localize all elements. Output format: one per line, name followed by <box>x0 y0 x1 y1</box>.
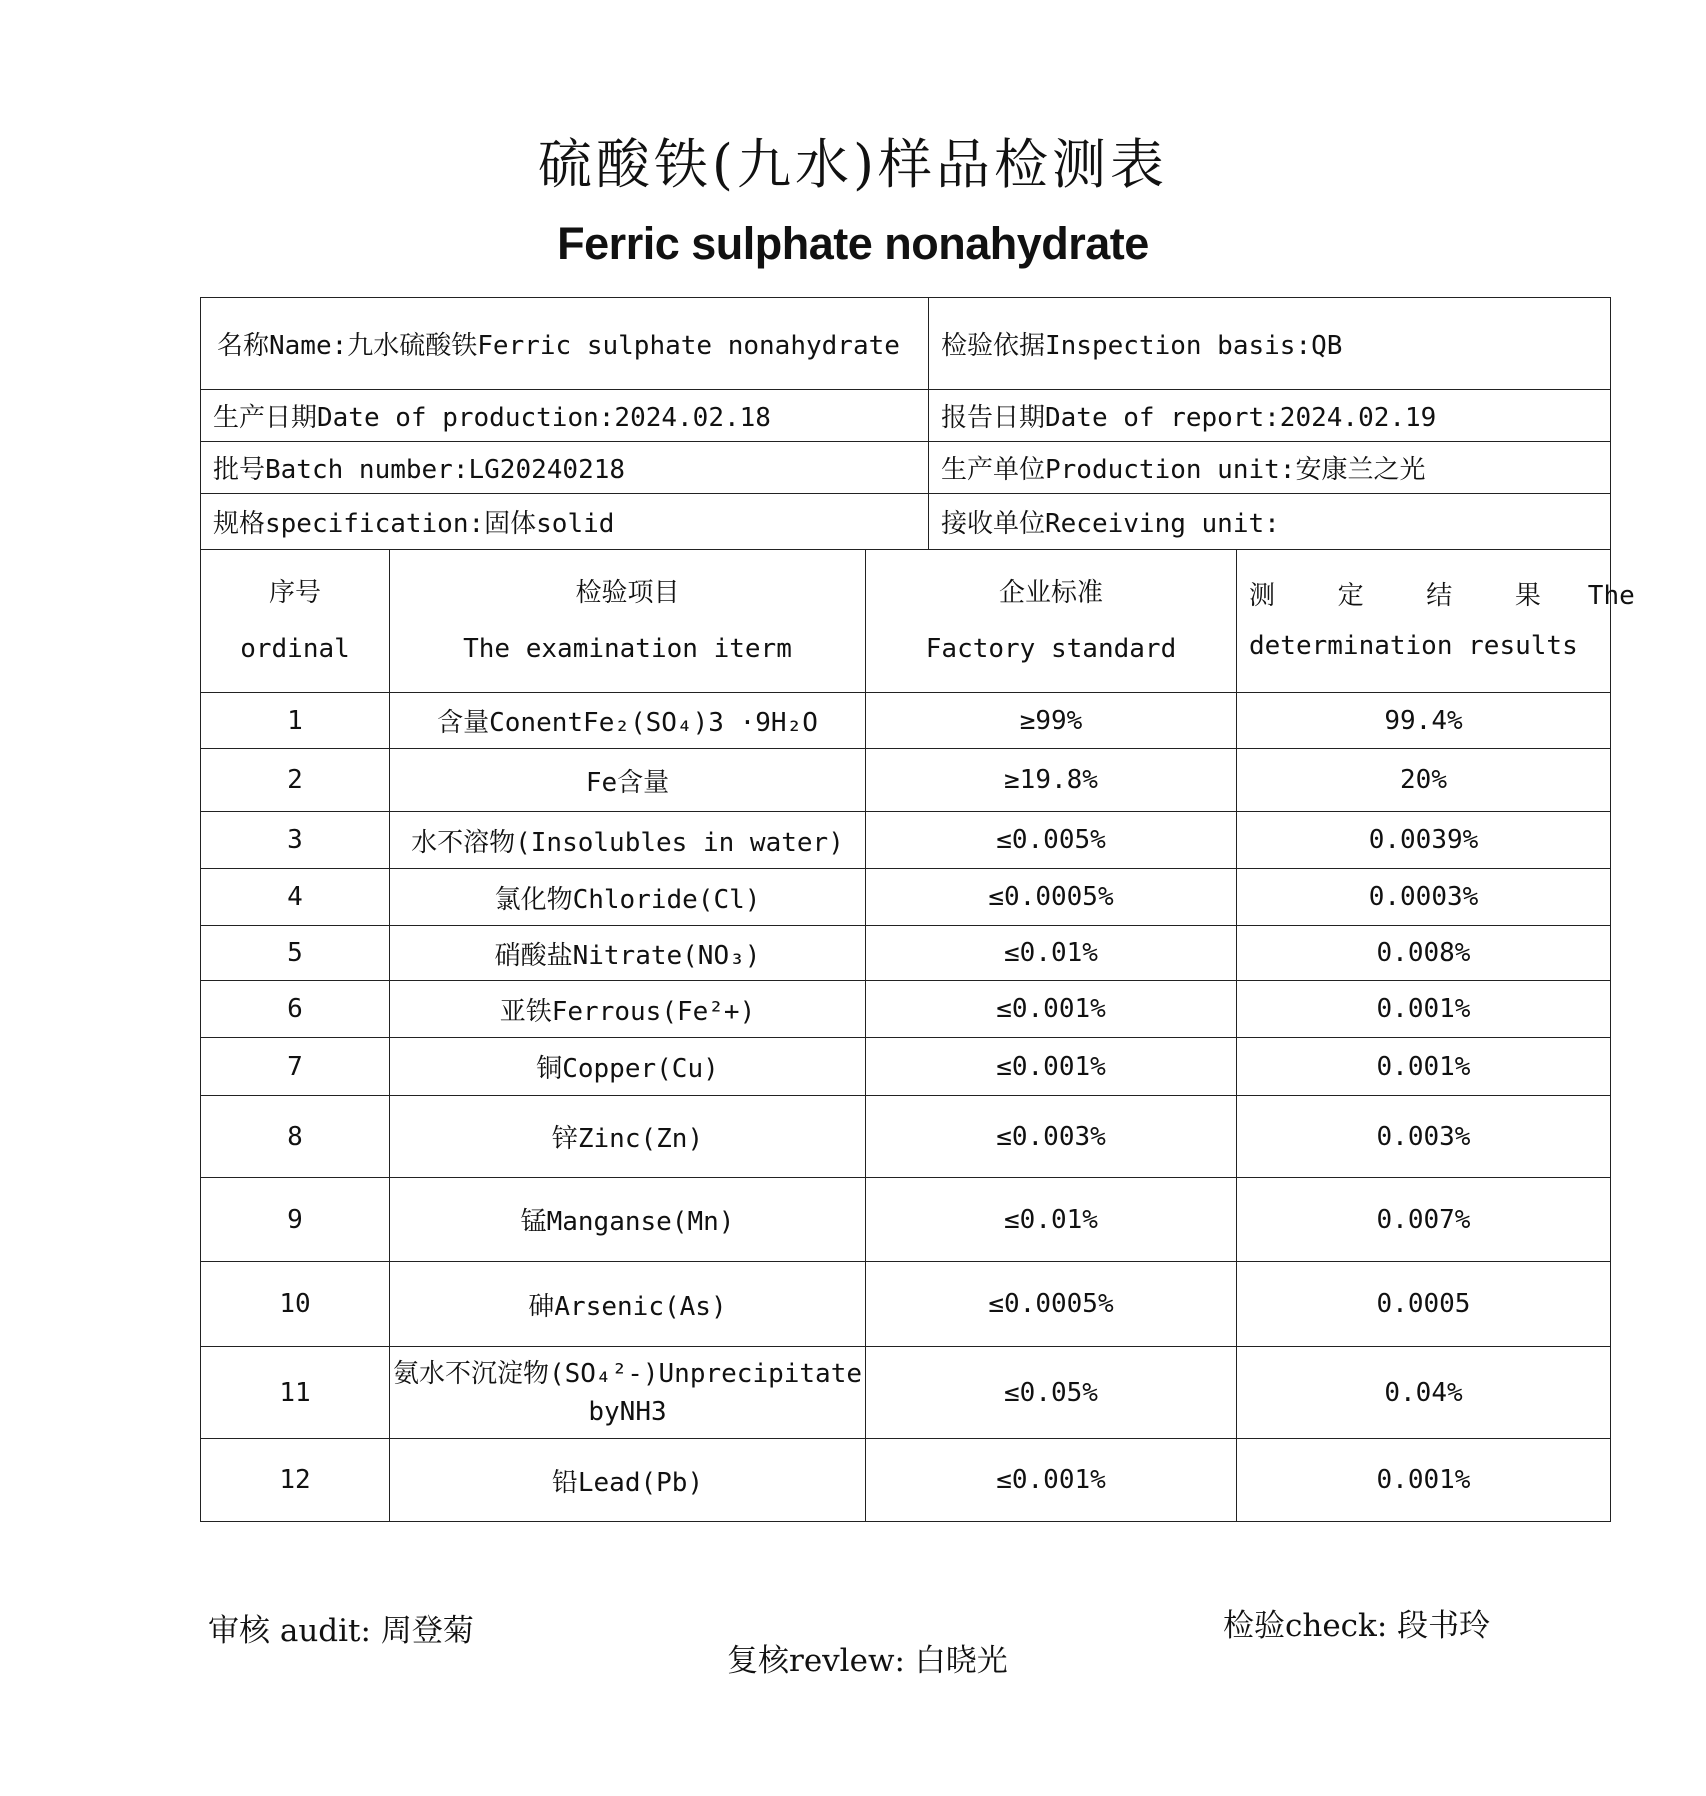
row-result: 0.001% <box>1237 1439 1611 1522</box>
review-signature: 复核revlew: 白晓光 <box>727 1643 1008 1679</box>
table-row <box>201 749 1611 812</box>
row-result: 99.4% <box>1237 693 1611 749</box>
table-row <box>201 693 1611 749</box>
row-standard: ≥99% <box>866 693 1237 749</box>
row-standard: ≤0.001% <box>866 981 1237 1038</box>
report-date-field: 报告日期Date of report:2024.02.19 <box>929 390 1611 442</box>
row-ordinal: 7 <box>201 1038 390 1096</box>
production-unit-field: 生产单位Production unit:安康兰之光 <box>929 442 1611 494</box>
row-ordinal: 11 <box>201 1347 390 1439</box>
row-result: 0.0039% <box>1237 812 1611 869</box>
row-item: 亚铁Ferrous(Fe²+) <box>390 981 866 1038</box>
row-ordinal: 1 <box>201 693 390 749</box>
row-ordinal: 3 <box>201 812 390 869</box>
table-header-row <box>201 550 1611 693</box>
row-standard: ≤0.0005% <box>866 1262 1237 1347</box>
row-item: 砷Arsenic(As) <box>390 1262 866 1347</box>
result-header <box>1237 550 1635 693</box>
row-result: 0.04% <box>1237 1347 1611 1439</box>
page-title: 硫酸铁(九水)样品检测表 <box>537 133 1169 196</box>
row-ordinal: 12 <box>201 1439 390 1522</box>
row-item: 氨水不沉淀物(SO₄²-)Unprecipitate byNH3 <box>390 1347 866 1439</box>
page-subtitle: Ferric sulphate nonahydrate <box>557 218 1149 269</box>
row-ordinal: 2 <box>201 749 390 812</box>
row-item: 水不溶物(Insolubles in water) <box>390 812 866 869</box>
result-header-line1: 测 定 结 果 The <box>1249 581 1635 611</box>
row-ordinal: 10 <box>201 1262 390 1347</box>
table-row <box>201 1262 1611 1347</box>
row-standard: ≤0.005% <box>866 812 1237 869</box>
item-header-cn: 检验项目 <box>575 578 680 608</box>
table-row <box>201 926 1611 981</box>
row-ordinal: 6 <box>201 981 390 1038</box>
item-header <box>390 550 866 693</box>
row-item: 氯化物Chloride(Cl) <box>390 869 866 926</box>
row-result: 0.0003% <box>1237 869 1611 926</box>
row-result: 0.001% <box>1237 981 1611 1038</box>
results-table <box>200 549 1635 1522</box>
row-result: 0.0005 <box>1237 1262 1611 1347</box>
ordinal-header-cn: 序号 <box>268 578 321 608</box>
row-item: 铜Copper(Cu) <box>390 1038 866 1096</box>
table-row <box>201 869 1611 926</box>
row-result: 0.008% <box>1237 926 1611 981</box>
check-signature: 检验check: 段书玲 <box>1223 1608 1491 1644</box>
audit-signature: 审核 audit: 周登菊 <box>208 1613 474 1649</box>
row-ordinal: 8 <box>201 1096 390 1178</box>
name-field: 名称Name:九水硫酸铁Ferric sulphate nonahydrate <box>201 298 929 390</box>
row-standard: ≤0.01% <box>866 1178 1237 1262</box>
production-date-field: 生产日期Date of production:2024.02.18 <box>201 390 929 442</box>
table-row <box>201 1439 1611 1522</box>
table-row <box>201 1347 1611 1439</box>
row-result: 0.001% <box>1237 1038 1611 1096</box>
row-result: 0.003% <box>1237 1096 1611 1178</box>
row-item: 锌Zinc(Zn) <box>390 1096 866 1178</box>
table-row <box>201 812 1611 869</box>
item-header-en: The examination iterm <box>463 634 792 664</box>
result-header-line2: determination results <box>1249 631 1578 661</box>
row-standard: ≤0.001% <box>866 1439 1237 1522</box>
row-standard: ≤0.01% <box>866 926 1237 981</box>
standard-header-cn: 企业标准 <box>998 578 1103 608</box>
ordinal-header <box>201 550 390 693</box>
row-item: 铅Lead(Pb) <box>390 1439 866 1522</box>
row-item: 硝酸盐Nitrate(NO₃) <box>390 926 866 981</box>
info-table <box>200 297 1611 550</box>
table-row <box>201 981 1611 1038</box>
specification-field: 规格specification:固体solid <box>201 494 929 550</box>
ordinal-header-en: ordinal <box>240 634 350 664</box>
table-row <box>201 1178 1611 1262</box>
row-item: Fe含量 <box>390 749 866 812</box>
row-ordinal: 4 <box>201 869 390 926</box>
row-ordinal: 9 <box>201 1178 390 1262</box>
row-result: 20% <box>1237 749 1611 812</box>
receiving-unit-field: 接收单位Receiving unit: <box>929 494 1611 550</box>
standard-header <box>866 550 1237 693</box>
row-standard: ≤0.0005% <box>866 869 1237 926</box>
row-result: 0.007% <box>1237 1178 1611 1262</box>
row-standard: ≤0.003% <box>866 1096 1237 1178</box>
table-row <box>201 1096 1611 1178</box>
standard-header-en: Factory standard <box>925 634 1177 664</box>
row-item: 含量ConentFe₂(SO₄)3 ·9H₂O <box>390 693 866 749</box>
batch-number-field: 批号Batch number:LG20240218 <box>201 442 929 494</box>
row-standard: ≥19.8% <box>866 749 1237 812</box>
row-standard: ≤0.05% <box>866 1347 1237 1439</box>
row-item: 锰Manganse(Mn) <box>390 1178 866 1262</box>
inspection-basis-field: 检验依据Inspection basis:QB <box>929 298 1611 390</box>
row-ordinal: 5 <box>201 926 390 981</box>
table-row <box>201 1038 1611 1096</box>
row-standard: ≤0.001% <box>866 1038 1237 1096</box>
